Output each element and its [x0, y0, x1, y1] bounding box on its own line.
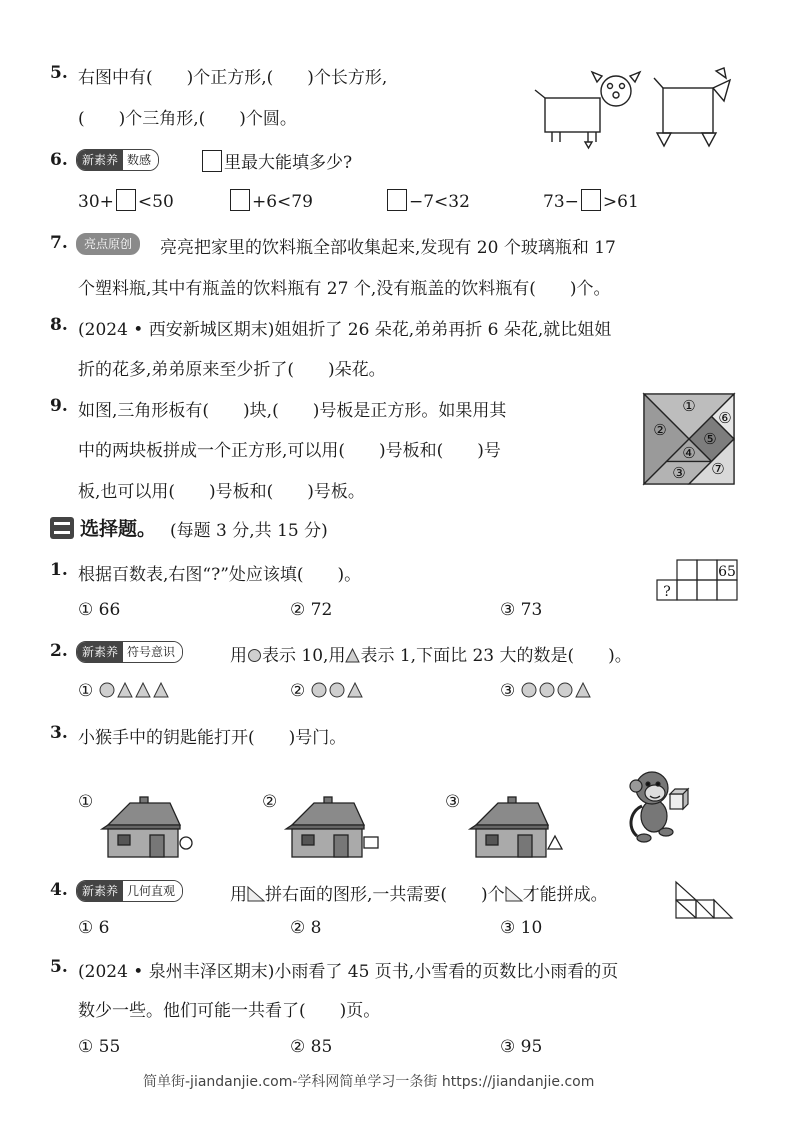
q5-animal-figures: [530, 66, 740, 156]
q8-line1: (2024 • 西安新城区期末)姐姐折了 26 朵花,弟弟再折 6 朵花,就比姐姐: [78, 320, 612, 340]
c4-stem-c: 才能拼成。: [522, 885, 608, 905]
c2-stem-a: 用: [230, 646, 247, 666]
q7-number: 7.: [50, 233, 68, 253]
option-mark: ③: [500, 1037, 516, 1057]
option-shapes: [521, 681, 593, 701]
c2-stem: [230, 641, 632, 666]
circle-icon: [312, 683, 326, 697]
triangle-icon: [136, 683, 150, 697]
house-1[interactable]: [100, 795, 195, 860]
q7-tag: 亮点原创: [76, 233, 140, 255]
option-mark: ③: [500, 600, 516, 620]
c4-tag-b: 几何直观: [123, 881, 182, 901]
q6-tag-a: 新素养: [77, 150, 123, 170]
c1-stem: 根据百数表,右图“?”处应该填( )。: [78, 565, 362, 585]
c4-option-2[interactable]: [290, 918, 321, 938]
option-mark: ②: [290, 600, 306, 620]
option-text: 6: [98, 918, 110, 938]
grid-unknown: ?: [663, 584, 671, 600]
tangram-figure: [644, 394, 734, 484]
q6-item-4-post: >61: [602, 192, 639, 212]
circle-icon: [247, 648, 262, 663]
option-mark: ①: [78, 918, 94, 938]
option-text: 95: [520, 1037, 543, 1057]
q9-line1: 如图,三角形板有( )块,( )号板是正方形。如果用其: [78, 401, 507, 421]
q6-item-3-post: −7<32: [409, 192, 470, 212]
door-label-2: ②: [262, 792, 278, 812]
option-mark: ②: [290, 681, 306, 701]
option-text: 66: [98, 600, 121, 620]
q9-line3: 板,也可以用( )号板和( )号板。: [78, 482, 365, 502]
q5-number: 5.: [50, 63, 68, 83]
q6-item-1-post: <50: [137, 192, 174, 212]
option-text: 55: [98, 1037, 121, 1057]
blank-box: [202, 150, 222, 172]
c4-tag-a: 新素养: [77, 881, 123, 901]
q6-tag: [76, 149, 159, 171]
grid-value: 65: [718, 564, 736, 580]
blank-box[interactable]: [116, 189, 136, 211]
c1-number: 1.: [50, 560, 68, 580]
footer-text: 简单街-jiandanjie.com-学科网简单学习一条街 https://jiandanjie.com: [143, 1074, 595, 1090]
blank-box[interactable]: [230, 189, 250, 211]
right-triangle-icon: [505, 886, 523, 902]
option-mark: ①: [78, 1037, 94, 1057]
q6-number: 6.: [50, 150, 68, 170]
hundred-chart-fragment: [655, 558, 737, 602]
q6-item-3: [385, 189, 470, 212]
section-note: (每题 3 分,共 15 分): [170, 521, 328, 541]
circle-icon: [330, 683, 344, 697]
option-mark: ③: [500, 918, 516, 938]
option-mark: ①: [78, 600, 94, 620]
circle-icon: [558, 683, 572, 697]
c3-stem: 小猴手中的钥匙能打开( )号门。: [78, 728, 347, 748]
q6-item-2: [228, 189, 313, 212]
q6-item-1: [78, 189, 174, 212]
c5-line2: 数少一些。他们可能一共看了( )页。: [78, 1001, 381, 1021]
q7-line1: 亮亮把家里的饮料瓶全部收集起来,发现有 20 个玻璃瓶和 17: [160, 238, 616, 258]
house-3[interactable]: [468, 795, 564, 860]
option-shapes: [99, 681, 171, 701]
q6-stem: [200, 148, 352, 173]
piece-3: ③: [672, 464, 686, 482]
c1-option-3[interactable]: [500, 600, 542, 620]
option-mark: ②: [290, 1037, 306, 1057]
q8-line2: 折的花多,弟弟原来至少折了( )朵花。: [78, 360, 386, 380]
piece-7: ⑦: [711, 460, 725, 478]
c2-option-1[interactable]: [78, 681, 171, 701]
option-text: 10: [520, 918, 543, 938]
q5-line2: ( )个三角形,( )个圆。: [78, 109, 297, 129]
door-label-1: ①: [78, 792, 94, 812]
c4-option-1[interactable]: [78, 918, 109, 938]
composite-shape: [674, 880, 734, 920]
option-mark: ①: [78, 681, 94, 701]
circle-icon: [100, 683, 114, 697]
piece-2: ②: [653, 421, 667, 439]
c4-option-3[interactable]: [500, 918, 542, 938]
triangle-icon: [345, 648, 360, 663]
c4-stem-a: 用: [230, 885, 247, 905]
option-mark: ②: [290, 918, 306, 938]
c2-tag: [76, 641, 183, 663]
right-triangle-icon: [247, 886, 265, 902]
c4-tag: [76, 880, 183, 902]
c4-stem: [230, 880, 608, 905]
triangle-icon: [576, 683, 590, 697]
door-label-3: ③: [445, 792, 461, 812]
c5-option-1[interactable]: [78, 1037, 120, 1057]
c2-tag-b: 符号意识: [123, 642, 182, 662]
blank-box[interactable]: [581, 189, 601, 211]
q5-line1: 右图中有( )个正方形,( )个长方形,: [78, 68, 388, 88]
section-three-icon: [50, 517, 74, 539]
piece-6: ⑥: [718, 409, 732, 427]
monkey-with-key: [622, 766, 692, 846]
q8-number: 8.: [50, 315, 68, 335]
option-text: 72: [310, 600, 333, 620]
q9-number: 9.: [50, 396, 68, 416]
q6-tag-b: 数感: [123, 150, 158, 170]
triangle-icon: [348, 683, 362, 697]
c5-number: 5.: [50, 957, 68, 977]
c1-option-2[interactable]: [290, 600, 332, 620]
q6-item-4-pre: 73−: [543, 192, 579, 212]
q6-item-4: [543, 189, 639, 212]
c5-line1: (2024 • 泉州丰泽区期末)小雨看了 45 页书,小雪看的页数比小雨看的页: [78, 962, 619, 982]
option-text: 85: [310, 1037, 333, 1057]
triangle-icon: [118, 683, 132, 697]
c3-number: 3.: [50, 723, 68, 743]
piece-1: ①: [682, 397, 696, 415]
option-text: 73: [520, 600, 543, 620]
c2-option-2[interactable]: [290, 681, 365, 701]
circle-icon: [522, 683, 536, 697]
piece-5: ⑤: [703, 430, 717, 448]
q6-stem-text: 里最大能填多少?: [224, 153, 353, 173]
option-shapes: [311, 681, 365, 701]
c1-option-1[interactable]: [78, 600, 120, 620]
q6-item-1-pre: 30+: [78, 192, 114, 212]
q6-item-2-post: +6<79: [252, 192, 313, 212]
c5-option-3[interactable]: [500, 1037, 542, 1057]
q7-line2: 个塑料瓶,其中有瓶盖的饮料瓶有 27 个,没有瓶盖的饮料瓶有( )个。: [78, 279, 611, 299]
option-mark: ③: [500, 681, 516, 701]
triangle-icon: [154, 683, 168, 697]
blank-box[interactable]: [387, 189, 407, 211]
c4-stem-b: 拼右面的图形,一共需要( )个: [265, 885, 505, 905]
option-text: 8: [310, 918, 322, 938]
c2-stem-c: 表示 1,下面比 23 大的数是( )。: [360, 646, 632, 666]
c5-option-2[interactable]: [290, 1037, 332, 1057]
c2-tag-a: 新素养: [77, 642, 123, 662]
house-2[interactable]: [284, 795, 382, 860]
circle-icon: [540, 683, 554, 697]
section-title: 选择题。: [80, 518, 157, 540]
c4-number: 4.: [50, 880, 68, 900]
q9-line2: 中的两块板拼成一个正方形,可以用( )号板和( )号: [78, 441, 501, 461]
c2-stem-b: 表示 10,用: [262, 646, 346, 666]
c2-option-3[interactable]: [500, 681, 593, 701]
piece-4: ④: [682, 444, 696, 462]
c2-number: 2.: [50, 641, 68, 661]
